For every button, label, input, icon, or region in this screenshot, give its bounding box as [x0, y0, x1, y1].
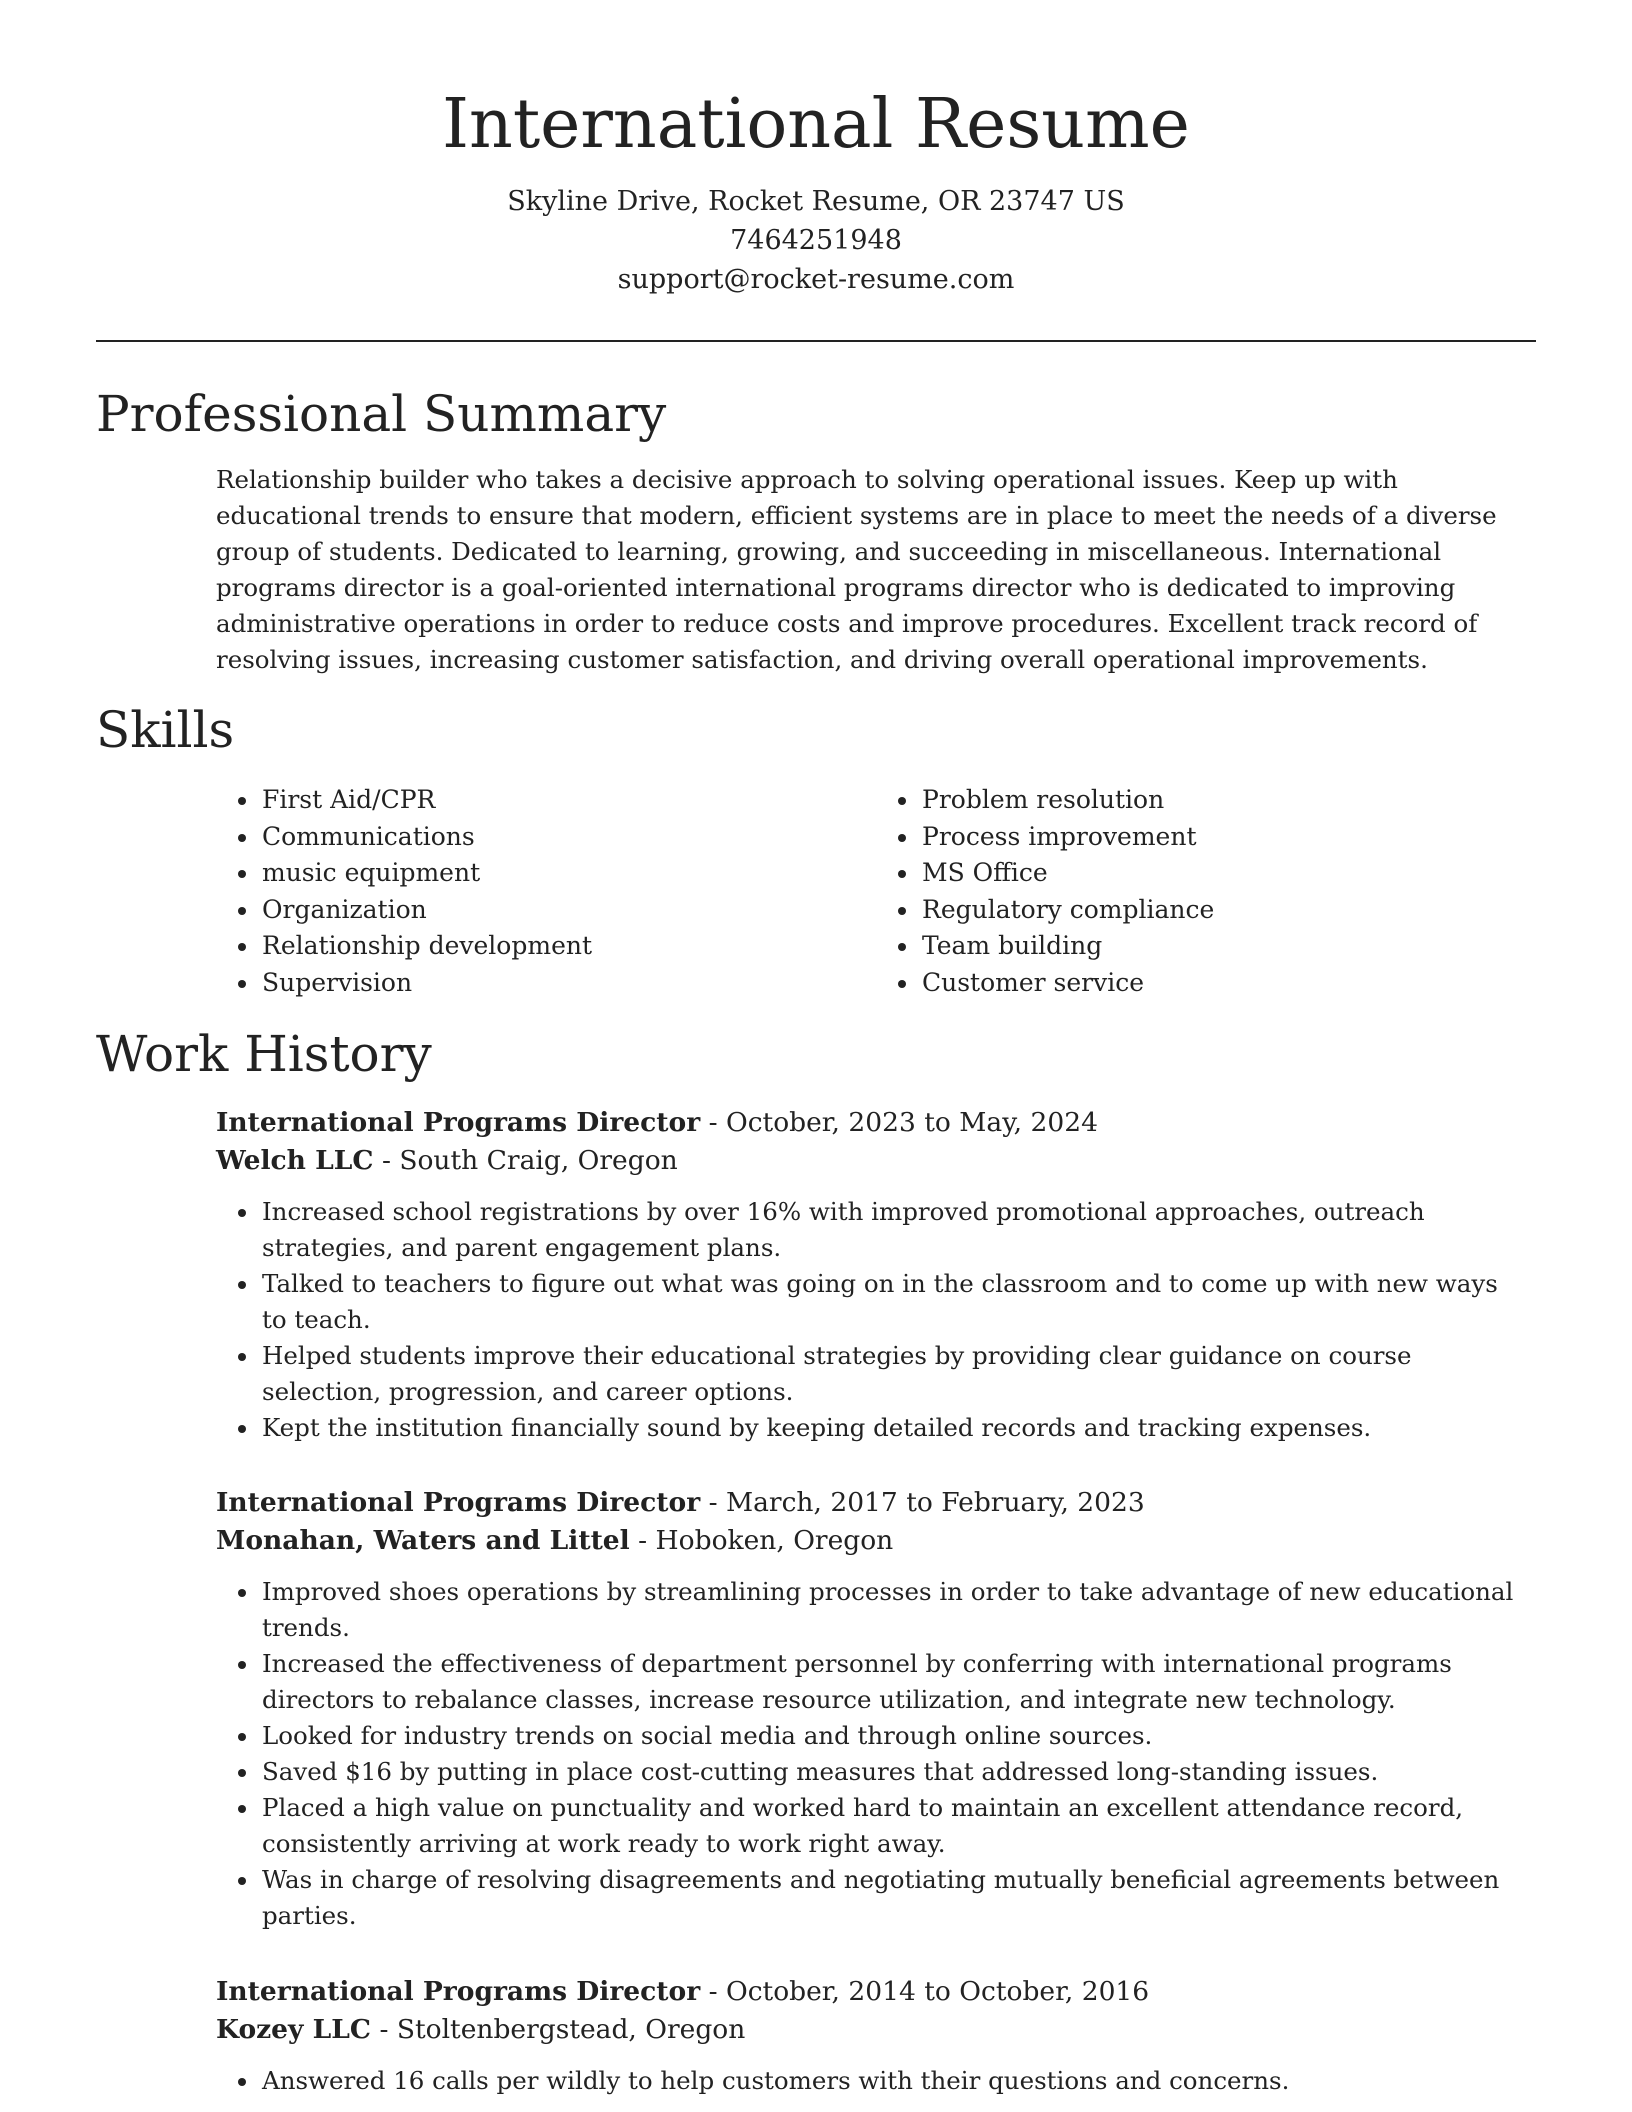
- job-company-line: [216, 1522, 1526, 1560]
- skills-column-left: [216, 782, 876, 1001]
- skills-list: [216, 782, 1536, 1001]
- skill-item: • Supervision: [260, 965, 876, 1002]
- skill-item: • music equipment: [260, 855, 876, 892]
- contact-phone: 7464251948: [730, 225, 902, 256]
- job-duties: [216, 1574, 1526, 1934]
- job-duty: • Improved shoes operations by streamlining processes in order to take advantage of new educational trends.: [260, 1574, 1526, 1646]
- job-duty: • Helped students improve their educational strategies by providing clear guidance on course selection, progression, and career options.: [260, 1338, 1526, 1410]
- job-dates: - October, 2014 to October, 2016: [700, 1976, 1150, 2007]
- job-title: International Programs Director: [216, 1976, 701, 2007]
- job-entry: [216, 1104, 1526, 1446]
- header-divider: [96, 340, 1536, 342]
- job-duties: [216, 2063, 1526, 2099]
- skill-item: • Communications: [260, 819, 876, 856]
- job-company: Kozey LLC: [216, 2014, 372, 2045]
- job-title: International Programs Director: [216, 1107, 701, 1138]
- work-history-heading: Work History: [96, 1025, 432, 1083]
- job-location: - South Craig, Oregon: [373, 1145, 678, 1176]
- resume-header: [96, 80, 1536, 299]
- job-company-line: [216, 2011, 1526, 2049]
- skills-heading: Skills: [96, 701, 235, 759]
- job-dates: - March, 2017 to February, 2023: [700, 1487, 1145, 1518]
- skill-item: • Team building: [920, 928, 1536, 965]
- job-location: - Hoboken, Oregon: [629, 1525, 894, 1556]
- job-duty: • Kept the institution financially sound by keeping detailed records and tracking expenses.: [260, 1410, 1526, 1446]
- job-duty: • Talked to teachers to figure out what was going on in the classroom and to come up with new ways to teach.: [260, 1266, 1526, 1338]
- skills-column-right: [876, 782, 1536, 1001]
- skill-item: • Process improvement: [920, 819, 1536, 856]
- job-company: Welch LLC: [216, 1145, 374, 1176]
- job-entry: [216, 1484, 1526, 1934]
- job-duty: • Increased the effectiveness of department personnel by conferring with international programs directors to rebalance classes, increase resource utilization, and integrate new technology.: [260, 1646, 1526, 1718]
- job-duty: • Saved $16 by putting in place cost-cutting measures that addressed long-standing issues.: [260, 1754, 1526, 1790]
- contact-email: support@rocket-resume.com: [617, 264, 1015, 295]
- job-title-line: [216, 1484, 1526, 1522]
- skill-item: • MS Office: [920, 855, 1536, 892]
- contact-info: [96, 182, 1536, 299]
- summary-text: Relationship builder who takes a decisive approach to solving operational issues. Keep up with educational trends to ensure that modern, efficient systems are in place to meet the needs of a diverse group of students. Dedicated to learning, growing, and succeeding in miscellaneous. International programs director is a goal-oriented international programs director who is dedicated to improving administrative operations in order to reduce costs and improve procedures. Excellent track record of resolving issues, increasing customer satisfaction, and driving overall operational improvements.: [216, 465, 1497, 674]
- skill-item: • Problem resolution: [920, 782, 1536, 819]
- job-location: - Stoltenbergstead, Oregon: [371, 2014, 746, 2045]
- job-title: International Programs Director: [216, 1487, 701, 1518]
- contact-address: Skyline Drive, Rocket Resume, OR 23747 US: [507, 186, 1125, 217]
- skill-item: • Relationship development: [260, 928, 876, 965]
- skill-item: • Organization: [260, 892, 876, 929]
- job-dates: - October, 2023 to May, 2024: [700, 1107, 1098, 1138]
- job-duty: • Increased school registrations by over 16% with improved promotional approaches, outreach strategies, and parent engagement plans.: [260, 1194, 1526, 1266]
- job-company-line: [216, 1142, 1526, 1180]
- resume-name: International Resume: [442, 85, 1190, 164]
- skill-item: • Regulatory compliance: [920, 892, 1536, 929]
- job-title-line: [216, 1104, 1526, 1142]
- job-company: Monahan, Waters and Littel: [216, 1525, 630, 1556]
- skill-item: • First Aid/CPR: [260, 782, 876, 819]
- job-duty: • Was in charge of resolving disagreements and negotiating mutually beneficial agreements between parties.: [260, 1862, 1526, 1934]
- summary-heading: Professional Summary: [96, 385, 667, 443]
- job-entry: [216, 1973, 1526, 2099]
- job-duty: • Looked for industry trends on social media and through online sources.: [260, 1718, 1526, 1754]
- job-duty: • Answered 16 calls per wildly to help customers with their questions and concerns.: [260, 2063, 1526, 2099]
- skill-item: • Customer service: [920, 965, 1536, 1002]
- job-duty: • Placed a high value on punctuality and worked hard to maintain an excellent attendance record, consistently arriving at work ready to work right away.: [260, 1790, 1526, 1862]
- job-duties: [216, 1194, 1526, 1446]
- job-title-line: [216, 1973, 1526, 2011]
